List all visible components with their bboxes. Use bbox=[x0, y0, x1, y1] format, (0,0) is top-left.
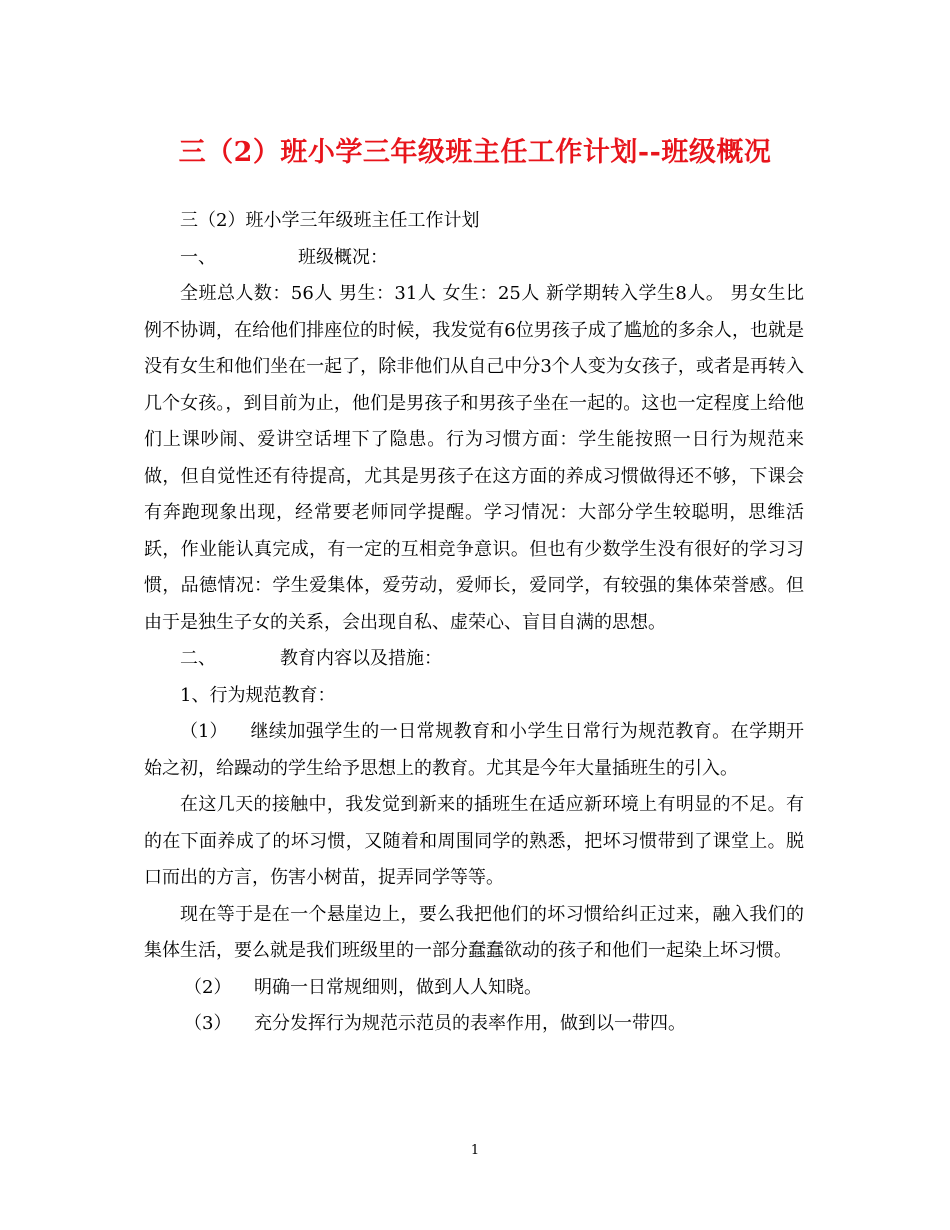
section-1-heading bbox=[144, 240, 804, 277]
list-item-2-number: （2） bbox=[184, 976, 232, 998]
subtitle: 三（2）班小学三年级班主任工作计划 bbox=[180, 210, 480, 231]
list-item-3 bbox=[144, 1006, 804, 1043]
section-1-number: 一、 bbox=[180, 246, 216, 268]
paragraph-transfer-students: 在这几天的接触中，我发觉到新来的插班生在适应新环境上有明显的不足。有的在下面养成了的坏习惯，又随着和周围同学的熟悉，把坏习惯带到了课堂上。脱口而出的方言，伤害小树苗，捉弄同学等等。 bbox=[144, 794, 804, 888]
document-title: 三（2）班小学三年级班主任工作计划--班级概况 bbox=[178, 137, 772, 168]
section-1-title: 班级概况： bbox=[298, 246, 388, 268]
list-item-2 bbox=[144, 970, 804, 1007]
list-item-3-text: 充分发挥行为规范示范员的表率作用，做到以一带四。 bbox=[254, 1013, 686, 1034]
list-item-1-text: 继续加强学生的一日常规教育和小学生日常行为规范教育。在学期开始之初，给躁动的学生给予思想上的教育。尤其是今年大量插班生的引入。 bbox=[144, 721, 804, 779]
list-item-1-number: （1） bbox=[180, 721, 228, 742]
page-number: 1 bbox=[470, 1143, 480, 1158]
section-2-number: 二、 bbox=[180, 648, 216, 669]
section-2-heading bbox=[144, 641, 804, 678]
section-2-title: 教育内容以及措施： bbox=[280, 648, 442, 669]
list-item-3-number: （3） bbox=[184, 1013, 232, 1034]
list-item-2-text: 明确一日常规细则，做到人人知晓。 bbox=[254, 976, 542, 998]
document-body bbox=[144, 203, 804, 1043]
list-item-1 bbox=[144, 714, 804, 787]
paragraph-class-overview: 全班总人数：56人 男生：31人 女生：25人 新学期转入学生8人。 男女生比例不协调，在给他们排座位的时候，我发觉有6位男孩子成了尴尬的多余人，也就是没有女生和他们坐在一起了，除非他们从自己中分3个人变为女孩子，或者是再转入几个女孩。，到目前为止，他们是男孩子和男孩子坐在一起的。这也一定程度上给他们上课吵闹、爱讲空话埋下了隐患。行为习惯方面：学生能按照一日行为规范来做，但自觉性还有待提高，尤其是男孩子在这方面的养成习惯做得还不够，下课会有奔跑现象出现，经常要老师同学提醒。学习情况：大部分学生较聪明，思维活跃，作业能认真完成，有一定的互相竞争意识。但也有少数学生没有很好的学习习惯，品德情况：学生爱集体，爱劳动，爱师长，爱同学，有较强的集体荣誉感。但由于是独生子女的关系，会出现自私、虚荣心、盲目自满的思想。 bbox=[144, 283, 804, 633]
subsection-1-heading: 1、行为规范教育： bbox=[180, 684, 336, 706]
paragraph-cliff-edge: 现在等于是在一个悬崖边上，要么我把他们的坏习惯给纠正过来，融入我们的集体生活，要么就是我们班级里的一部分蠢蠢欲动的孩子和他们一起染上坏习惯。 bbox=[144, 903, 804, 961]
